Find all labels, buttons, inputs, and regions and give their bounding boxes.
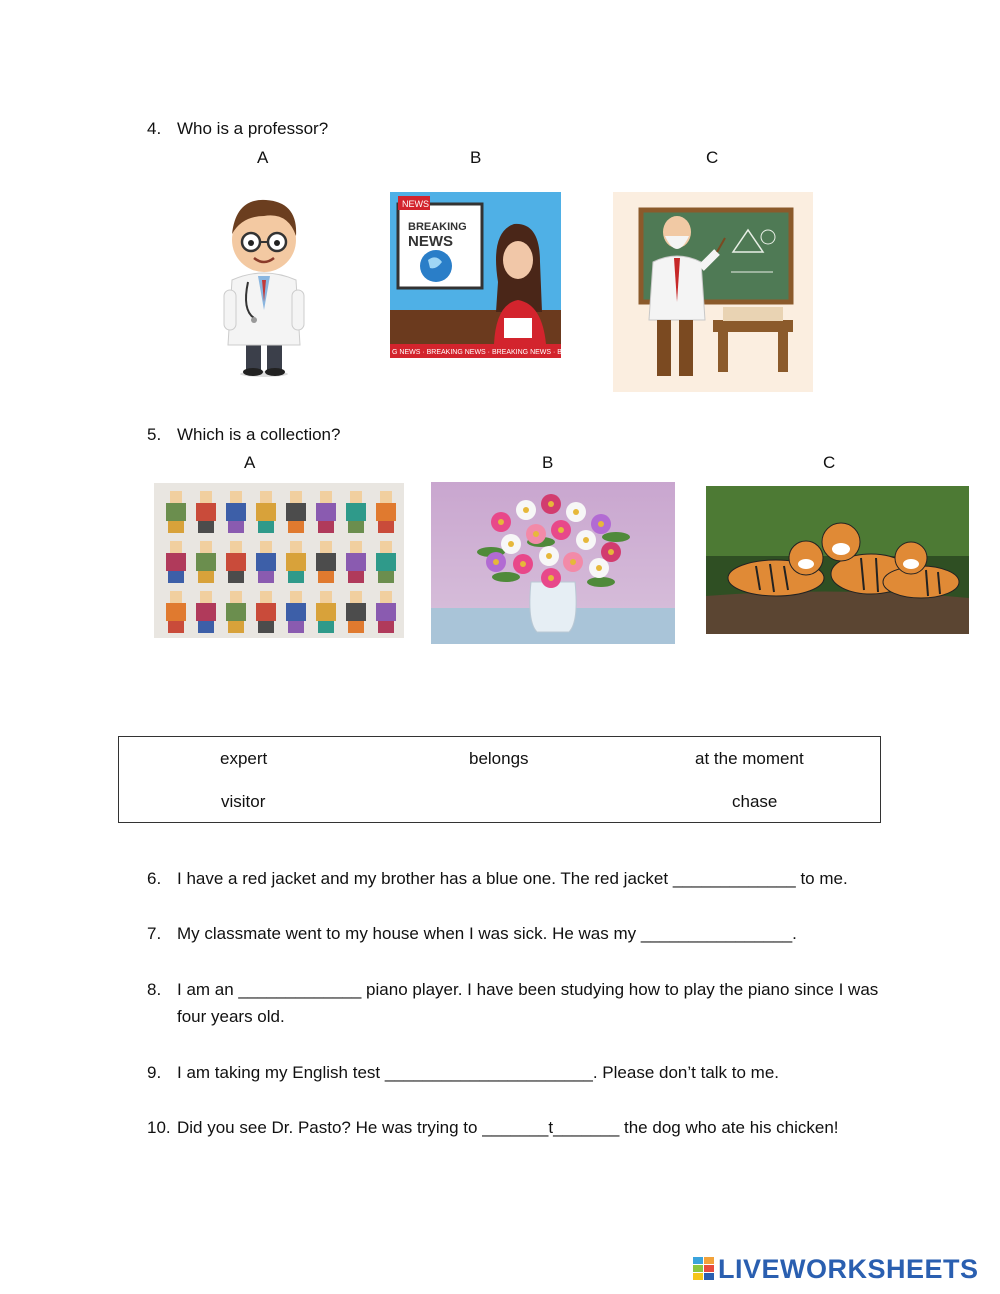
liveworksheets-logo-icon <box>693 1257 715 1281</box>
question-number: 4. <box>147 119 162 138</box>
liveworksheets-logo[interactable] <box>693 1254 979 1284</box>
question-text: Which is a collection? <box>177 425 341 444</box>
sentence-text[interactable]: I am taking my English test ______________________. Please don’t talk to me. <box>177 1063 780 1082</box>
sentence-text[interactable]: I am an _____________ piano player. I have been studying how to play the piano since I was four years old. <box>177 980 879 1026</box>
sentence-6 <box>147 865 887 892</box>
option-label-b: B <box>470 148 482 167</box>
question-5 <box>147 425 340 445</box>
professor-chalkboard-image[interactable] <box>613 192 813 392</box>
word-bank-item: visitor <box>221 792 266 811</box>
news-title-line-2: NEWS <box>408 233 453 250</box>
sentence-8 <box>147 976 887 1030</box>
option-label-a: A <box>257 148 269 167</box>
sentence-number: 10. <box>147 1118 171 1137</box>
doctor-cartoon-image[interactable] <box>218 190 310 378</box>
liveworksheets-logo-text: LIVEWORKSHEETS <box>718 1253 979 1284</box>
sentence-number: 7. <box>147 924 162 943</box>
word-bank-item: belongs <box>469 749 529 768</box>
news-title-line-1: BREAKING <box>408 221 467 233</box>
question-number: 5. <box>147 425 162 444</box>
word-bank <box>118 736 881 823</box>
sentence-text[interactable]: I have a red jacket and my brother has a blue one. The red jacket _____________ to me. <box>177 869 848 888</box>
news-ticker: G NEWS · BREAKING NEWS · BREAKING NEWS · BREAKING <box>392 349 594 356</box>
question-4 <box>147 119 328 139</box>
breaking-news-image[interactable] <box>390 192 594 372</box>
news-badge: NEWS <box>402 199 429 209</box>
sentence-10 <box>147 1114 887 1141</box>
sentence-number: 8. <box>147 980 162 999</box>
question-text: Who is a professor? <box>177 119 329 138</box>
flower-vase-image[interactable] <box>431 482 675 644</box>
word-bank-item: chase <box>732 792 778 811</box>
option-label-b: B <box>542 453 554 472</box>
sentence-9 <box>147 1059 887 1086</box>
sentence-text[interactable]: Did you see Dr. Pasto? He was trying to _______t_______ the dog who ate his chicken! <box>177 1118 839 1137</box>
word-bank-item: expert <box>220 749 268 768</box>
option-label-a: A <box>244 453 256 472</box>
sentence-number: 9. <box>147 1063 162 1082</box>
sentence-number: 6. <box>147 869 162 888</box>
sentence-text[interactable]: My classmate went to my house when I was sick. He was my ________________. <box>177 924 797 943</box>
option-label-c: C <box>706 148 719 167</box>
toy-figures-image[interactable] <box>154 483 404 638</box>
option-label-c: C <box>823 453 836 472</box>
sentence-7 <box>147 920 887 947</box>
tiger-cubs-image[interactable] <box>706 486 969 634</box>
word-bank-item: at the moment <box>695 749 804 768</box>
